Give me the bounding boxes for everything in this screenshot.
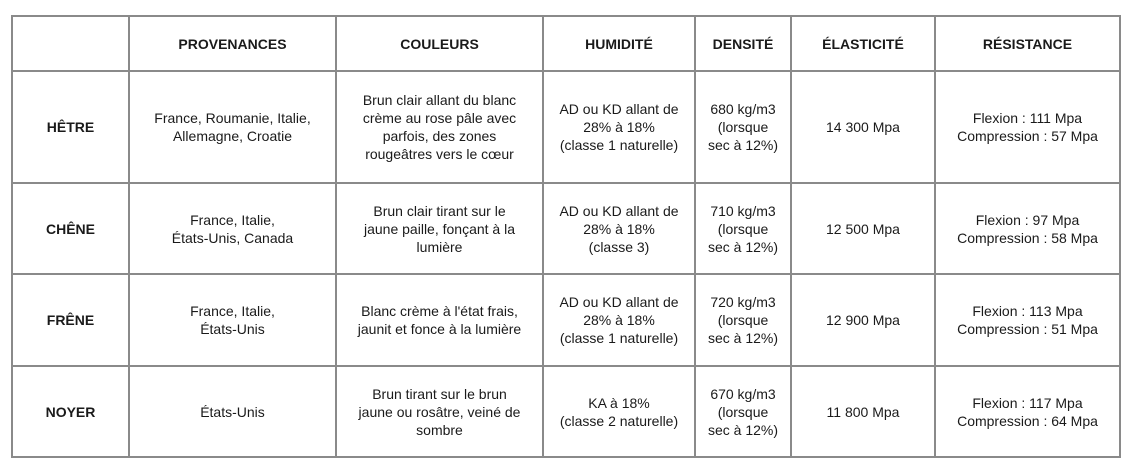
resistance-cell <box>935 366 1120 457</box>
humidite-line: 28% à 18% <box>583 119 655 135</box>
densite-cell <box>695 71 791 183</box>
humidite-line: (classe 2 naturelle) <box>559 412 679 429</box>
humidite-line: AD ou KD allant de <box>559 101 679 117</box>
humidite-line: (classe 3) <box>588 238 650 255</box>
species-cell: NOYER <box>12 366 129 457</box>
humidite-line: KA à 18% <box>588 394 650 411</box>
humidite-line: (classe 1 naturelle) <box>559 137 679 153</box>
densite-line: 680 kg/m3 <box>710 101 776 117</box>
elasticite-cell: 14 300 Mpa <box>791 71 935 183</box>
couleurs-line: Brun clair allant du blanc <box>362 92 517 108</box>
species-cell: CHÊNE <box>12 183 129 274</box>
provenances-line: France, Italie, <box>190 211 275 228</box>
elasticite-cell: 12 900 Mpa <box>791 274 935 366</box>
couleurs-line: crème au rose pâle avec <box>362 110 517 126</box>
couleurs-line: sombre <box>416 421 463 438</box>
couleurs-line: Brun clair tirant sur le <box>373 202 506 219</box>
densite-line: (lorsque <box>717 312 769 328</box>
provenances-line: France, Italie, <box>190 303 275 319</box>
elasticite-cell: 12 500 Mpa <box>791 183 935 274</box>
couleurs-cell <box>336 183 543 274</box>
humidite-cell <box>543 366 695 457</box>
couleurs-cell <box>336 274 543 366</box>
provenances-line: États-Unis <box>200 321 265 337</box>
provenances-line: Allemagne, Croatie <box>172 128 293 144</box>
couleurs-line: jaunit et fonce à la lumière <box>357 321 522 337</box>
couleurs-line: parfois, des zones <box>382 128 497 144</box>
humidite-cell <box>543 274 695 366</box>
humidite-line: AD ou KD allant de <box>559 294 679 310</box>
humidite-cell <box>543 71 695 183</box>
provenances-line: France, Roumanie, Italie, <box>154 110 311 126</box>
couleurs-cell <box>336 366 543 457</box>
couleurs-line: Brun tirant sur le brun <box>372 385 507 402</box>
couleurs-cell <box>336 71 543 183</box>
densite-line: (lorsque <box>717 403 769 420</box>
densite-line: 720 kg/m3 <box>710 294 776 310</box>
humidite-cell <box>543 183 695 274</box>
resistance-compression: Compression : 51 Mpa <box>957 321 1098 337</box>
densite-line: 670 kg/m3 <box>710 385 776 402</box>
resistance-compression: Compression : 58 Mpa <box>957 229 1098 246</box>
densite-line: sec à 12%) <box>707 238 779 255</box>
humidite-line: 28% à 18% <box>583 312 655 328</box>
species-cell: FRÊNE <box>12 274 129 366</box>
densite-cell <box>695 274 791 366</box>
densite-line: sec à 12%) <box>707 330 779 346</box>
provenances-cell <box>129 366 336 457</box>
densite-line: (lorsque <box>717 119 769 135</box>
couleurs-line: Blanc crème à l'état frais, <box>361 303 518 319</box>
provenances-cell <box>129 274 336 366</box>
couleurs-line: jaune ou rosâtre, veiné de <box>358 403 521 420</box>
table-row <box>12 274 1120 366</box>
provenances-line: États-Unis <box>200 403 265 420</box>
resistance-compression: Compression : 57 Mpa <box>957 128 1098 144</box>
header-elasticite: ÉLASTICITÉ <box>791 16 935 71</box>
resistance-flexion: Flexion : 111 Mpa <box>972 110 1083 126</box>
resistance-flexion: Flexion : 117 Mpa <box>972 394 1083 411</box>
table-row <box>12 71 1120 183</box>
header-resistance: RÉSISTANCE <box>935 16 1120 71</box>
resistance-cell <box>935 274 1120 366</box>
densite-cell <box>695 183 791 274</box>
densite-line: sec à 12%) <box>707 137 779 153</box>
header-humidite: HUMIDITÉ <box>543 16 695 71</box>
header-row <box>12 16 1120 71</box>
species-cell: HÊTRE <box>12 71 129 183</box>
couleurs-line: lumière <box>416 238 463 255</box>
humidite-line: (classe 1 naturelle) <box>559 330 679 346</box>
densite-line: (lorsque <box>717 220 769 237</box>
resistance-flexion: Flexion : 113 Mpa <box>972 303 1083 319</box>
header-provenances: PROVENANCES <box>129 16 336 71</box>
provenances-cell <box>129 183 336 274</box>
provenances-cell <box>129 71 336 183</box>
couleurs-line: rougeâtres vers le cœur <box>365 146 514 162</box>
humidite-line: 28% à 18% <box>583 220 655 237</box>
table-row <box>12 366 1120 457</box>
densite-line: 710 kg/m3 <box>710 202 776 219</box>
resistance-compression: Compression : 64 Mpa <box>957 412 1098 429</box>
resistance-cell <box>935 183 1120 274</box>
densite-cell <box>695 366 791 457</box>
header-densite: DENSITÉ <box>695 16 791 71</box>
resistance-cell <box>935 71 1120 183</box>
humidite-line: AD ou KD allant de <box>559 202 679 219</box>
table-row <box>12 183 1120 274</box>
elasticite-cell: 11 800 Mpa <box>791 366 935 457</box>
header-empty <box>12 16 129 71</box>
resistance-flexion: Flexion : 97 Mpa <box>975 211 1080 228</box>
header-couleurs: COULEURS <box>336 16 543 71</box>
provenances-line: États-Unis, Canada <box>171 229 294 246</box>
densite-line: sec à 12%) <box>707 421 779 438</box>
wood-properties-table <box>11 15 1121 458</box>
couleurs-line: jaune paille, fonçant à la <box>364 220 515 237</box>
